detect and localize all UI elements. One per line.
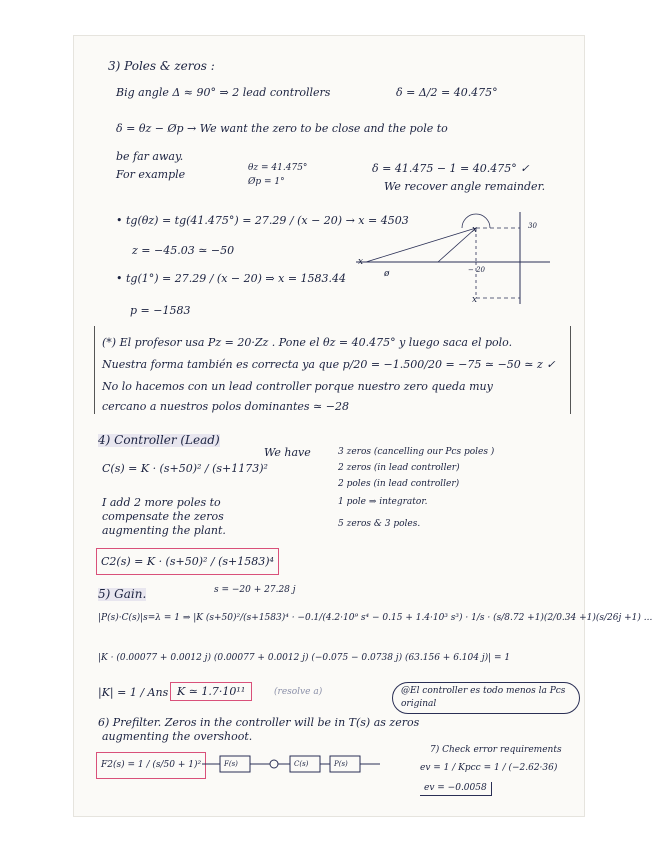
text-line: δ = 41.475 − 1 = 40.475° ✓ xyxy=(372,162,530,175)
list-item: 3 zeros (cancelling our Pcs poles ) xyxy=(338,447,495,457)
pole-marker-icon: x xyxy=(472,225,478,235)
text-line: We recover angle remainder. xyxy=(384,180,546,193)
text-line: δ = Δ/2 = 40.475° xyxy=(396,86,498,99)
sketch-label: ø xyxy=(384,269,390,279)
text-line: Big angle Δ ≈ 90° ⇒ 2 lead controllers xyxy=(116,86,331,99)
text-line: augmenting the overshoot. xyxy=(102,730,253,743)
text-line: I add 2 more poles to xyxy=(102,496,221,509)
formula: |K · (0.00077 + 0.0012 j) (0.00077 + 0.0012 j) (−0.075 − 0.0738 j) (63.156 + 6.104 j)| = 1 xyxy=(98,653,511,663)
root-locus-sketch xyxy=(354,212,550,308)
list-item: 1 pole ⇒ integrator. xyxy=(338,497,428,507)
boxed-formula: C2(s) = K · (s+50)² / (s+1583)⁴ xyxy=(96,548,279,575)
heading-prefilter: 6) Prefilter. Zeros in the controller will be in T(s) as zeros xyxy=(98,716,420,729)
heading-controller: 4) Controller (Lead) xyxy=(98,433,220,447)
list-item: 2 zeros (in lead controller) xyxy=(338,463,460,473)
boxed-formula: F2(s) = 1 / (s/50 + 1)² xyxy=(96,752,206,779)
note-line: No lo hacemos con un lead controller porque nuestro zero queda muy xyxy=(102,380,493,393)
text-line: • tg(1°) = 27.29 / (x − 20) ⇒ x = 1583.44 xyxy=(116,272,347,285)
sketch-label: x xyxy=(358,257,364,267)
note-line: cercano a nuestros polos dominantes ≃ −28 xyxy=(102,400,349,413)
note-bracket-right xyxy=(570,326,571,414)
formula: |K| = 1 / Ans xyxy=(98,686,169,699)
formula: |P(s)·C(s)|s=λ = 1 ⇒ |K (s+50)²/(s+1583)⁴ · −0.1/(4.2·10⁹ s⁴ − 0.15 + 1.4·10³ s³) · 1/s · (s/8.72 +1)(2/0.34 +1)(s/26j +1) ... xyxy=(98,613,653,623)
formula: ev = 1 / Kpcc = 1 / (−2.62·36) xyxy=(420,763,558,773)
list-item: 5 zeros & 3 poles. xyxy=(338,519,421,529)
sketch-label: 30 xyxy=(528,222,537,230)
formula: C(s) = K · (s+50)² / (s+1173)² xyxy=(102,462,268,475)
text-line: z = −45.03 ≃ −50 xyxy=(132,244,235,257)
text-line: compensate the zeros xyxy=(102,510,224,523)
text-line: δ = θz − Øp → We want the zero to be close and the pole to xyxy=(116,122,448,135)
boxed-result: K ≃ 1.7·10¹¹ xyxy=(170,682,252,701)
boxed-result: ev = −0.0058 xyxy=(420,782,492,796)
block-label: F(s) xyxy=(224,760,238,768)
note-line: (*) El profesor usa Pz = 20·Zz . Pone el θz = 40.475° y luego saca el polo. xyxy=(102,336,513,349)
text-line: Øp = 1° xyxy=(248,177,285,187)
text-line: θz = 41.475° xyxy=(248,163,308,173)
text-line: For example xyxy=(116,168,186,181)
list-item: 2 poles (in lead controller) xyxy=(338,479,460,489)
sketch-label: − 20 xyxy=(468,266,485,274)
block-label: C(s) xyxy=(294,760,309,768)
pole-marker-icon: x xyxy=(472,295,478,305)
text-line: s = −20 + 27.28 j xyxy=(214,585,296,595)
heading-poles-zeros: 3) Poles & zeros : xyxy=(108,59,215,73)
text-line: (resolve a) xyxy=(274,687,323,697)
note-line: Nuestra forma también es correcta ya que p/20 = −1.500/20 = −75 ≃ −50 ≃ z ✓ xyxy=(102,358,556,371)
text-line: be far away. xyxy=(116,150,184,163)
text-line: We have xyxy=(264,446,311,459)
circled-note: @El controller es todo menos la Pcs original xyxy=(392,682,580,714)
heading-gain: 5) Gain. xyxy=(98,587,147,601)
heading-error: 7) Check error requirements xyxy=(430,745,562,755)
text-line: augmenting the plant. xyxy=(102,524,226,537)
text-line: p = −1583 xyxy=(130,304,191,317)
block-label: P(s) xyxy=(334,760,348,768)
text-line: • tg(θz) = tg(41.475°) = 27.29 / (x − 20) → x = 4503 xyxy=(116,214,409,227)
notebook-page xyxy=(74,36,653,816)
